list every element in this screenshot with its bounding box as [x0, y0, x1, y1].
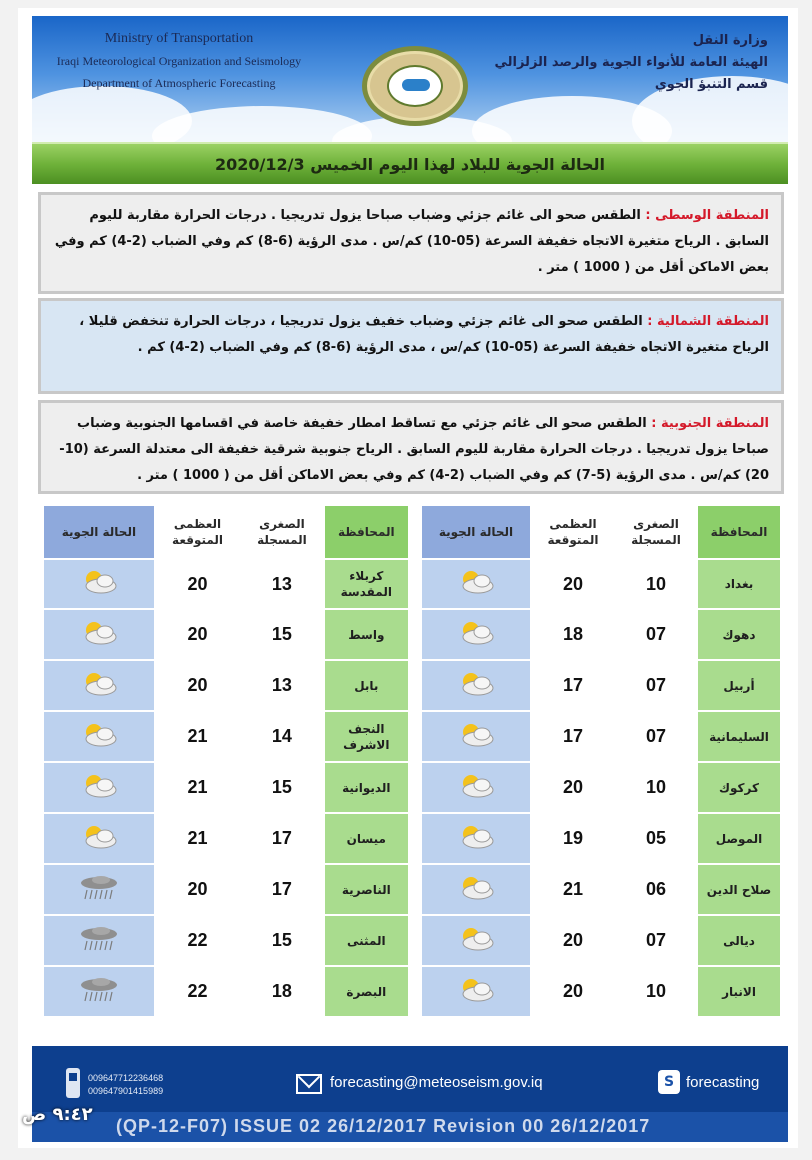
max-temp-cell: 20 [531, 762, 615, 813]
email-address[interactable]: forecasting@meteoseism.gov.iq [330, 1074, 543, 1091]
table-body-left [43, 559, 409, 1017]
province-cell: الناصرية [324, 864, 409, 915]
partly-cloudy-icon [454, 567, 498, 597]
min-temp-cell: 10 [615, 762, 697, 813]
ministry-en: Ministry of Transportation [104, 31, 254, 46]
max-temp-cell: 21 [155, 813, 240, 864]
province-cell: واسط [324, 609, 409, 660]
max-temp-cell: 20 [531, 559, 615, 609]
max-temp-cell: 21 [531, 864, 615, 915]
header-max: العظمى المتوقعة [531, 505, 615, 559]
weather-state-cell [421, 915, 531, 966]
max-temp-cell: 19 [531, 813, 615, 864]
forecast-table-right [420, 504, 782, 1018]
mail-icon [296, 1074, 322, 1094]
max-temp-cell: 20 [155, 609, 240, 660]
header-min: الصغرى المسجلة [240, 505, 323, 559]
province-cell: المثنى [324, 915, 409, 966]
header-state: الحالة الجوية [421, 505, 531, 559]
region-north-name: المنطقة الشمالية : [647, 314, 769, 329]
max-temp-cell: 22 [155, 966, 240, 1017]
table-row [43, 864, 409, 915]
table-row [43, 915, 409, 966]
max-temp-cell: 21 [155, 762, 240, 813]
logo-cloud-icon [402, 79, 430, 91]
table-row [421, 966, 781, 1017]
light-rain-cloud-icon [77, 873, 121, 903]
max-temp-cell: 20 [531, 966, 615, 1017]
phone-numbers [88, 1072, 163, 1098]
phone-1: 009647712236468 [88, 1073, 164, 1083]
region-north-text: الطقس صحو الى غائم جزئي وضباب خفيف يزول تدريجيا ، درجات الحرارة تنخفض قليلا ، الرياح متغيرة الاتجاه خفيفة السرعة (05-10) كم/س ، مدى الرؤية (6-8) كم وفي الضباب (2-4) كم . [79, 314, 769, 355]
min-temp-cell: 07 [615, 609, 697, 660]
table-row [421, 660, 781, 711]
max-temp-cell: 20 [155, 660, 240, 711]
min-temp-cell: 07 [615, 660, 697, 711]
header-min: الصغرى المسجلة [615, 505, 697, 559]
weather-state-cell [421, 762, 531, 813]
max-temp-cell: 17 [531, 660, 615, 711]
light-rain-cloud-icon [77, 975, 121, 1005]
partly-cloudy-icon [454, 669, 498, 699]
province-cell: الديوانية [324, 762, 409, 813]
weather-state-cell [43, 559, 155, 609]
department-ar: قسم التنبؤ الجوي [654, 77, 768, 92]
partly-cloudy-icon [77, 618, 121, 648]
province-cell: بابل [324, 660, 409, 711]
weather-state-cell [421, 609, 531, 660]
province-cell: صلاح الدين [697, 864, 781, 915]
phone-icon [66, 1068, 80, 1098]
min-temp-cell: 18 [240, 966, 323, 1017]
header-province: المحافظة [324, 505, 409, 559]
weather-state-cell [421, 660, 531, 711]
province-cell: الموصل [697, 813, 781, 864]
min-temp-cell: 10 [615, 966, 697, 1017]
table-row [43, 559, 409, 609]
weather-state-cell [43, 813, 155, 864]
organization-en: Iraqi Meteorological Organization and Seismology [56, 54, 302, 68]
min-temp-cell: 10 [615, 559, 697, 609]
light-rain-cloud-icon [77, 924, 121, 954]
forecast-bulletin [18, 8, 798, 1148]
partly-cloudy-icon [77, 771, 121, 801]
max-temp-cell: 18 [531, 609, 615, 660]
min-temp-cell: 07 [615, 711, 697, 762]
table-row [43, 813, 409, 864]
logo-emblem [387, 65, 443, 107]
weather-state-cell [43, 609, 155, 660]
weather-state-cell [43, 915, 155, 966]
min-temp-cell: 13 [240, 660, 323, 711]
department-en: Department of Atmospheric Forecasting [82, 76, 276, 90]
header-state: الحالة الجوية [43, 505, 155, 559]
min-temp-cell: 06 [615, 864, 697, 915]
table-row [421, 711, 781, 762]
partly-cloudy-icon [77, 822, 121, 852]
max-temp-cell: 20 [155, 864, 240, 915]
province-cell: النجف الاشرف [324, 711, 409, 762]
table-row [421, 609, 781, 660]
partly-cloudy-icon [454, 771, 498, 801]
weather-state-cell [43, 711, 155, 762]
organization-ar: الهيئة العامة للأنواء الجوية والرصد الزلزالي [494, 55, 768, 70]
weather-state-cell [421, 711, 531, 762]
skype-handle[interactable]: forecasting [686, 1074, 760, 1091]
table-row [43, 711, 409, 762]
timestamp-overlay: ٩:٤٢ ص [22, 1104, 93, 1125]
province-cell: بغداد [697, 559, 781, 609]
table-row [421, 813, 781, 864]
arabic-header [468, 30, 768, 96]
province-cell: الانبار [697, 966, 781, 1017]
ministry-ar: وزارة النقل [692, 33, 768, 48]
min-temp-cell: 13 [240, 559, 323, 609]
max-temp-cell: 20 [531, 915, 615, 966]
min-temp-cell: 15 [240, 609, 323, 660]
min-temp-cell: 17 [240, 864, 323, 915]
phone-2: 009647901415989 [88, 1086, 164, 1096]
forecast-tables [38, 500, 786, 1016]
header-max: العظمى المتوقعة [155, 505, 240, 559]
english-header [44, 28, 314, 94]
footer [32, 1046, 788, 1142]
province-cell: كركوك [697, 762, 781, 813]
skype-icon: S [658, 1070, 680, 1094]
weather-state-cell [421, 864, 531, 915]
region-north [38, 298, 784, 394]
weather-state-cell [421, 813, 531, 864]
partly-cloudy-icon [454, 822, 498, 852]
province-cell: دهوك [697, 609, 781, 660]
max-temp-cell: 20 [155, 559, 240, 609]
max-temp-cell: 22 [155, 915, 240, 966]
forecast-table-left [42, 504, 410, 1018]
partly-cloudy-icon [454, 975, 498, 1005]
organization-logo [362, 46, 468, 126]
min-temp-cell: 17 [240, 813, 323, 864]
page-title: الحالة الجوية للبلاد لهذا اليوم الخميس 2020/12/3 [32, 142, 788, 184]
region-central-text: الطقس صحو الى غائم جزئي وضباب صباحا يزول تدريجيا . درجات الحرارة مقاربة لليوم السابق . الرياح متغيرة الاتجاه خفيفة السرعة (05-10) كم/س . مدى الرؤية (6-8) كم وفي الضباب (2-4) كم وفي بعض الاماكن أقل من ( 1000 ) متر . [54, 208, 769, 275]
province-cell: كربلاء المقدسة [324, 559, 409, 609]
min-temp-cell: 15 [240, 915, 323, 966]
table-row [421, 864, 781, 915]
partly-cloudy-icon [77, 720, 121, 750]
weather-state-cell [43, 660, 155, 711]
table-header-row [421, 505, 781, 559]
table-row [43, 660, 409, 711]
region-central [38, 192, 784, 294]
province-cell: ديالى [697, 915, 781, 966]
min-temp-cell: 07 [615, 915, 697, 966]
region-south-name: المنطقة الجنوبية : [651, 416, 769, 431]
table-row [43, 609, 409, 660]
weather-state-cell [43, 864, 155, 915]
partly-cloudy-icon [454, 618, 498, 648]
weather-state-cell [421, 966, 531, 1017]
header-banner [32, 16, 788, 146]
region-south [38, 400, 784, 494]
province-cell: ميسان [324, 813, 409, 864]
min-temp-cell: 15 [240, 762, 323, 813]
table-row [421, 762, 781, 813]
table-row [421, 559, 781, 609]
region-central-name: المنطقة الوسطى : [645, 208, 769, 223]
min-temp-cell: 14 [240, 711, 323, 762]
province-cell: البصرة [324, 966, 409, 1017]
partly-cloudy-icon [454, 924, 498, 954]
province-cell: السليمانية [697, 711, 781, 762]
table-body-right [421, 559, 781, 1017]
max-temp-cell: 21 [155, 711, 240, 762]
weather-state-cell [43, 762, 155, 813]
table-row [421, 915, 781, 966]
province-cell: أربيل [697, 660, 781, 711]
document-revision: (QP-12-F07) ISSUE 02 26/12/2017 Revision 00 26/12/2017 [116, 1116, 651, 1136]
header-province: المحافظة [697, 505, 781, 559]
max-temp-cell: 17 [531, 711, 615, 762]
weather-state-cell [43, 966, 155, 1017]
region-south-text: الطقس صحو الى غائم جزئي مع تساقط امطار خفيفة خاصة في اقسامها الجنوبية وضباب صباحا يزول تدريجيا . درجات الحرارة مقاربة لليوم السابق . الرياح جنوبية شرقية خفيفة الى معتدلة السرعة (10-20) كم/س . مدى الرؤية (5-7) كم وفي الضباب (2-4) كم وفي بعض الاماكن أقل من ( 1000 ) متر . [59, 416, 769, 483]
table-header-row [43, 505, 409, 559]
partly-cloudy-icon [454, 873, 498, 903]
partly-cloudy-icon [454, 720, 498, 750]
table-row [43, 762, 409, 813]
weather-state-cell [421, 559, 531, 609]
partly-cloudy-icon [77, 567, 121, 597]
min-temp-cell: 05 [615, 813, 697, 864]
partly-cloudy-icon [77, 669, 121, 699]
table-row [43, 966, 409, 1017]
